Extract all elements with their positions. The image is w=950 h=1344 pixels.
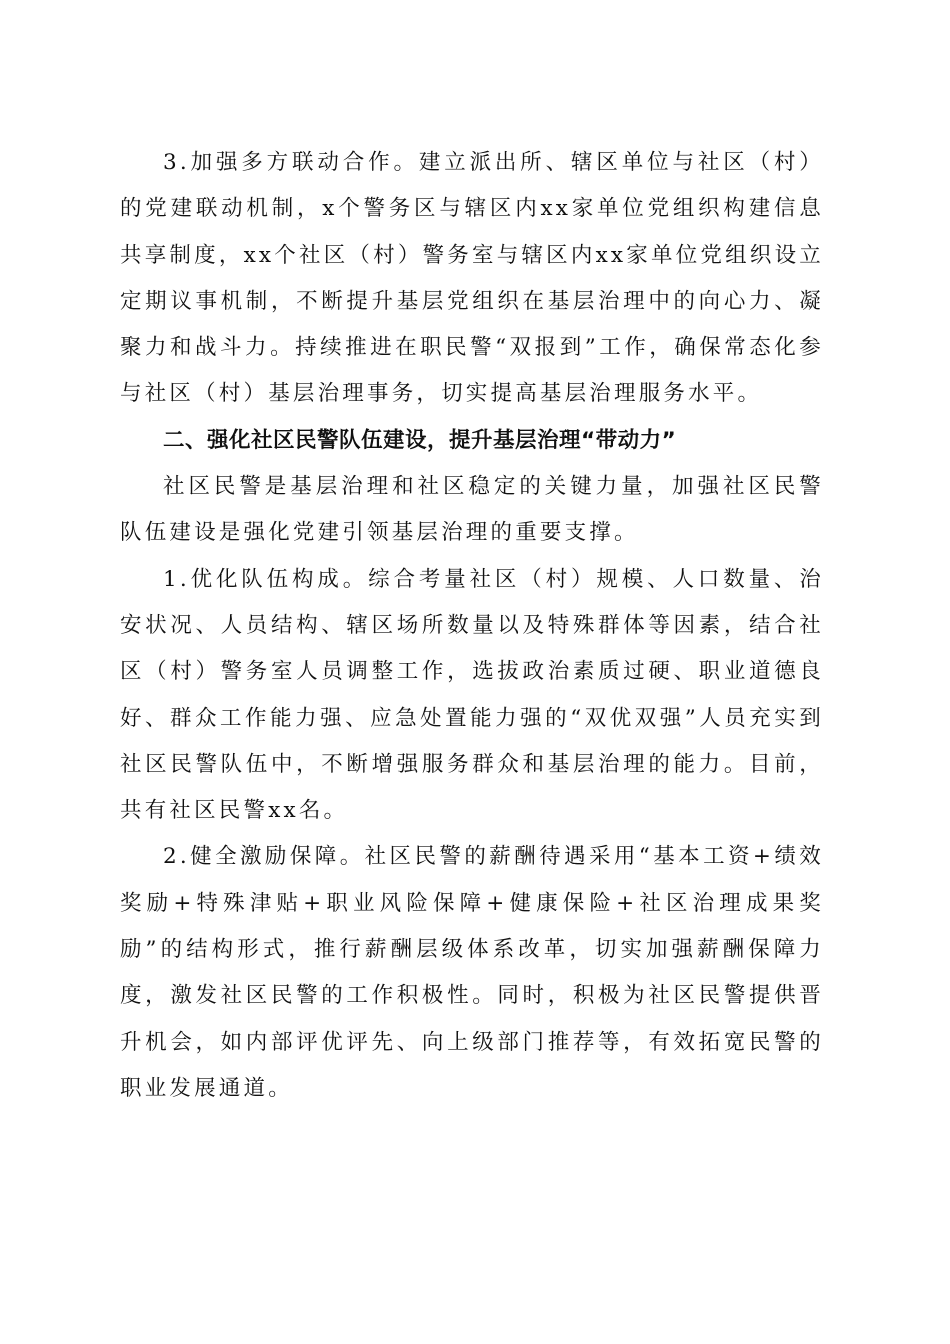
section-heading-community-police: 二、强化社区民警队伍建设，提升基层治理“带动力”	[163, 427, 677, 453]
document-page	[120, 140, 824, 1112]
paragraph-incentive-guarantee: 2.健全激励保障。社区民警的薪酬待遇采用“基本工资+绩效奖励+特殊津贴+职业风险保障+健康保险+社区治理成果奖励”的结构形式，推行薪酬层级体系改革，切实加强薪酬保障力度，激发社区民警的工作积极性。同时，积极为社区民警提供晋升机会，如内部评优评先、向上级部门推荐等，有效拓宽民警的职业发展通道。	[120, 844, 824, 1101]
paragraph-optimize-team: 1.优化队伍构成。综合考量社区（村）规模、人口数量、治安状况、人员结构、辖区场所数量以及特殊群体等因素，结合社区（村）警务室人员调整工作，选拔政治素质过硬、职业道德良好、群众工作能力强、应急处置能力强的“双优双强”人员充实到社区民警队伍中，不断增强服务群众和基层治理的能力。目前，共有社区民警xx名。	[120, 566, 824, 824]
paragraph-party-building-linkage: 3.加强多方联动合作。建立派出所、辖区单位与社区（村）的党建联动机制，x个警务区与辖区内xx家单位党组织构建信息共享制度，xx个社区（村）警务室与辖区内xx家单位党组织设立定期议事机制，不断提升基层党组织在基层治理中的向心力、凝聚力和战斗力。持续推进在职民警“双报到”工作，确保常态化参与社区（村）基层治理事务，切实提高基层治理服务水平。	[120, 150, 824, 407]
paragraph-community-police-intro: 社区民警是基层治理和社区稳定的关键力量，加强社区民警队伍建设是强化党建引领基层治理的重要支撑。	[120, 474, 824, 546]
